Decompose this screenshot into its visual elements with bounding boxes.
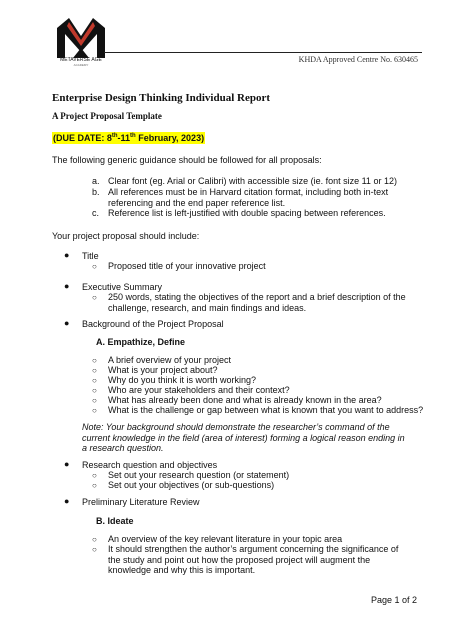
background-item: Background of the Project Proposal bbox=[82, 319, 224, 329]
research-sub: Set out your research question (or statement) bbox=[108, 470, 290, 480]
empathize-item: What has already been done and what is already known in the area? bbox=[108, 395, 382, 405]
guidance-marker-b: b. bbox=[92, 187, 100, 197]
guidance-item-a: Clear font (eg. Arial or Calibri) with accessible size (ie. font size 11 or 12) bbox=[108, 176, 397, 186]
guidance-marker-a: a. bbox=[92, 176, 100, 186]
document-title: Enterprise Design Thinking Individual Report bbox=[52, 92, 271, 104]
sub-glyph: ○ bbox=[92, 406, 97, 415]
section-b-heading: B. Ideate bbox=[96, 516, 134, 526]
logo-name: METAVERSE AGE bbox=[60, 57, 102, 63]
sub-glyph: ○ bbox=[92, 535, 97, 544]
metaverse-age-logo bbox=[55, 14, 107, 60]
due-prefix: (DUE DATE: 8 bbox=[53, 133, 112, 143]
logo-tagline: ACADEMY bbox=[73, 63, 89, 67]
exec-sub: 250 words, stating the objectives of the report and a brief description of the challenge, research, and main findings and ideas. bbox=[108, 292, 406, 313]
sub-glyph: ○ bbox=[92, 376, 97, 385]
empathize-item: Why do you think it is worth working? bbox=[108, 375, 257, 385]
sub-glyph: ○ bbox=[92, 386, 97, 395]
guidance-item-b: All references must be in Harvard citation format, including both in-text referencing and the end paper reference list. bbox=[108, 187, 389, 208]
sub-glyph: ○ bbox=[92, 481, 97, 490]
title-sub: Proposed title of your innovative project bbox=[108, 261, 266, 271]
sub-glyph: ○ bbox=[92, 545, 97, 554]
research-item: Research question and objectives bbox=[82, 460, 218, 470]
ideate-item: It should strengthen the author’s argument concerning the significance of the study and point out how the proposed project will augment the knowledge and why this is important. bbox=[108, 544, 399, 575]
title-item: Title bbox=[82, 251, 99, 261]
guidance-item-c: Reference list is left-justified with double spacing between references. bbox=[108, 208, 386, 218]
due-date bbox=[52, 132, 205, 144]
document-subtitle: A Project Proposal Template bbox=[52, 111, 162, 121]
due-suffix: February, 2023) bbox=[135, 133, 205, 143]
bullet-glyph: ● bbox=[64, 250, 70, 260]
ideate-item: An overview of the key relevant literature in your topic area bbox=[108, 534, 343, 544]
empathize-item: What is your project about? bbox=[108, 365, 218, 375]
approved-centre: KHDA Approved Centre No. 630465 bbox=[298, 55, 418, 64]
sub-glyph: ○ bbox=[92, 471, 97, 480]
bullet-glyph: ● bbox=[64, 318, 70, 328]
due-sup-1: th bbox=[111, 133, 118, 139]
bullet-glyph: ● bbox=[64, 281, 70, 291]
due-mid: -11 bbox=[117, 133, 131, 143]
page-number: Page 1 of 2 bbox=[370, 595, 417, 605]
empathize-item: What is the challenge or gap between what is known that you want to address? bbox=[108, 405, 424, 415]
background-note: Note: Your background should demonstrate the researcher’s command of the current knowledge in the field (area of interest) forming a logical reason ending in a research question. bbox=[82, 422, 405, 453]
sub-glyph: ○ bbox=[92, 396, 97, 405]
empathize-item: A brief overview of your project bbox=[108, 355, 232, 365]
guidance-intro: The following generic guidance should be followed for all proposals: bbox=[52, 155, 322, 165]
section-a-heading: A. Empathize, Define bbox=[96, 337, 186, 347]
bullet-glyph: ● bbox=[64, 496, 70, 506]
due-sup-2: th bbox=[130, 133, 136, 139]
sub-glyph: ○ bbox=[92, 262, 97, 271]
empathize-item: Who are your stakeholders and their context? bbox=[108, 385, 290, 395]
include-intro: Your project proposal should include: bbox=[52, 231, 200, 241]
guidance-marker-c: c. bbox=[92, 208, 100, 218]
exec-item: Executive Summary bbox=[82, 282, 163, 292]
sub-glyph: ○ bbox=[92, 356, 97, 365]
bullet-glyph: ● bbox=[64, 459, 70, 469]
sub-glyph: ○ bbox=[92, 293, 97, 302]
header-rule bbox=[104, 52, 422, 53]
sub-glyph: ○ bbox=[92, 366, 97, 375]
research-sub: Set out your objectives (or sub-questions) bbox=[108, 480, 275, 490]
literature-item: Preliminary Literature Review bbox=[82, 497, 200, 507]
